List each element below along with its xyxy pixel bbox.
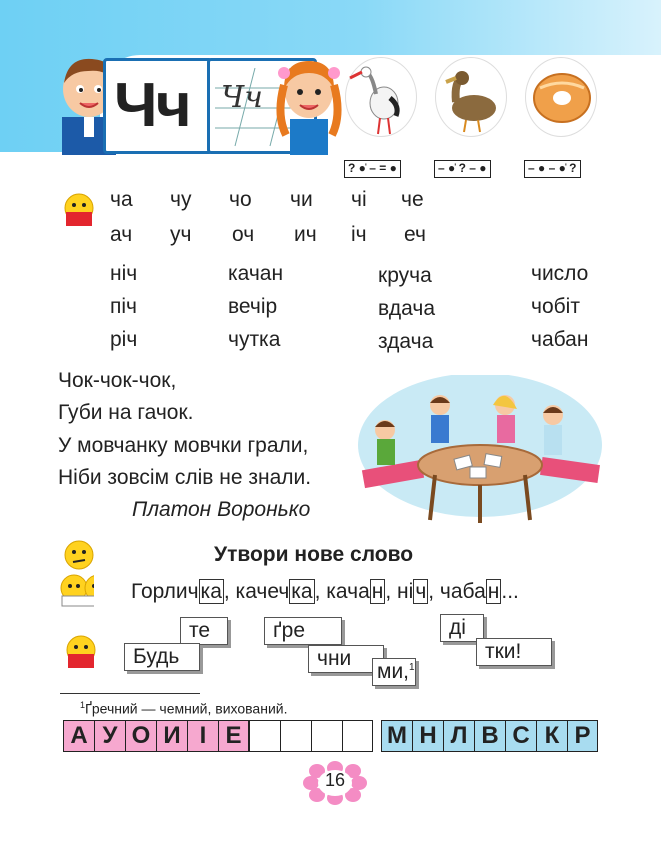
duck-icon <box>436 58 508 138</box>
page-number: 16 <box>324 770 346 790</box>
word: піч <box>110 295 137 318</box>
syllable-ich: іч <box>351 223 367 246</box>
children-at-table-illustration <box>355 375 605 525</box>
syllable-chi: чі <box>351 188 367 211</box>
empty-cell <box>342 720 373 752</box>
word: качан <box>228 262 284 285</box>
word: річ <box>110 328 138 351</box>
syllable-ych: ич <box>294 223 317 246</box>
poem-line-1: Чок-чок-чок, <box>58 369 177 392</box>
task-example-line <box>131 580 519 604</box>
card-chny: чни <box>308 645 384 673</box>
two-smileys-icon <box>58 572 94 608</box>
task-part: , качеч <box>223 580 290 603</box>
word: чобіт <box>531 295 580 318</box>
card-gre: ґре <box>264 617 342 645</box>
consonant-cell: К <box>536 720 567 752</box>
task-part: ... <box>501 580 519 603</box>
consonant-cell: Р <box>567 720 598 752</box>
task-part: , кача <box>314 580 370 603</box>
syllable-chy: чи <box>290 188 313 211</box>
big-letter: Чч <box>114 71 190 140</box>
consonant-cell: Н <box>412 720 443 752</box>
word: вдача <box>378 297 436 320</box>
poem-line-2: Губи на гачок. <box>58 401 194 424</box>
footnote <box>80 700 287 717</box>
task-part: , чаба <box>428 580 486 603</box>
consonant-cell: М <box>381 720 412 752</box>
syllable-cha: ча <box>110 188 133 211</box>
syllable-che: че <box>401 188 424 211</box>
task-heading: Утвори нове слово <box>214 543 414 566</box>
syllable-uch: уч <box>170 223 192 246</box>
card-my-text: ми, <box>377 660 410 683</box>
reading-smiley-icon <box>60 192 96 228</box>
vowel-cell: О <box>125 720 156 752</box>
poem-line-4: Ніби зовсім слів не знали. <box>58 466 312 489</box>
task-part-highlight: ч <box>415 580 427 603</box>
duck-picture <box>435 57 507 137</box>
empty-cell <box>311 720 342 752</box>
sound-scheme-3 <box>524 160 581 178</box>
syllable-cho: чо <box>229 188 252 211</box>
vowel-cell: Е <box>218 720 249 752</box>
task-part-highlight: н <box>371 580 384 603</box>
stork-icon <box>346 58 418 138</box>
footnote-text: Ґречний — чемний, вихований. <box>85 700 288 717</box>
scheme-3-text: – ● – ●̍ ? <box>528 161 577 175</box>
consonant-cell: С <box>505 720 536 752</box>
empty-cell <box>249 720 280 752</box>
syllable-och: оч <box>232 223 255 246</box>
word: чутка <box>228 328 281 351</box>
word: ніч <box>110 262 138 285</box>
consonant-cell: Л <box>443 720 474 752</box>
syllable-ach: ач <box>110 223 133 246</box>
consonant-cell: В <box>474 720 505 752</box>
footnote-sup: 1 <box>80 700 86 710</box>
empty-cell <box>280 720 311 752</box>
bagel-icon <box>526 58 598 138</box>
card-my-sup: 1 <box>409 662 415 673</box>
card-tky: тки! <box>476 638 552 666</box>
footnote-divider <box>60 693 200 694</box>
word: вечір <box>228 295 278 318</box>
word: число <box>531 262 589 285</box>
syllable-ech: еч <box>404 223 426 246</box>
word: круча <box>378 264 432 287</box>
task-part-highlight: ка <box>291 580 313 603</box>
stork-picture <box>345 57 417 137</box>
vowel-cell: І <box>187 720 218 752</box>
word: здача <box>378 330 434 353</box>
card-my <box>372 658 416 686</box>
reading-smiley-icon-2 <box>62 634 98 670</box>
task-part: Горлич <box>131 580 199 603</box>
vowel-cell: У <box>94 720 125 752</box>
card-bud: Будь <box>124 643 200 671</box>
card-di: ді <box>440 614 484 642</box>
task-part-highlight: ка <box>200 580 222 603</box>
card-te: те <box>180 617 228 645</box>
script-letter: Чч <box>221 80 263 115</box>
thinking-smiley-icon <box>62 538 98 574</box>
poem-line-3: У мовчанку мовчки грали, <box>58 434 309 457</box>
consonant-strip <box>381 720 598 752</box>
poem-author: Платон Воронько <box>132 498 311 521</box>
sound-scheme-2 <box>434 160 491 178</box>
sound-scheme-1 <box>344 160 401 178</box>
task-part: , ні <box>385 580 414 603</box>
vowel-strip <box>63 720 249 752</box>
syllable-chu: чу <box>170 188 192 211</box>
task-part-highlight: н <box>487 580 500 603</box>
girl-illustration <box>276 55 342 155</box>
scheme-1-text: ? ●̍ – = ● <box>348 161 397 175</box>
scheme-2-text: – ●̍ ? – ● <box>438 161 487 175</box>
vowel-cell: И <box>156 720 187 752</box>
empty-strip <box>249 720 373 752</box>
bagel-picture <box>525 57 597 137</box>
vowel-cell: А <box>63 720 94 752</box>
word: чабан <box>531 328 589 351</box>
